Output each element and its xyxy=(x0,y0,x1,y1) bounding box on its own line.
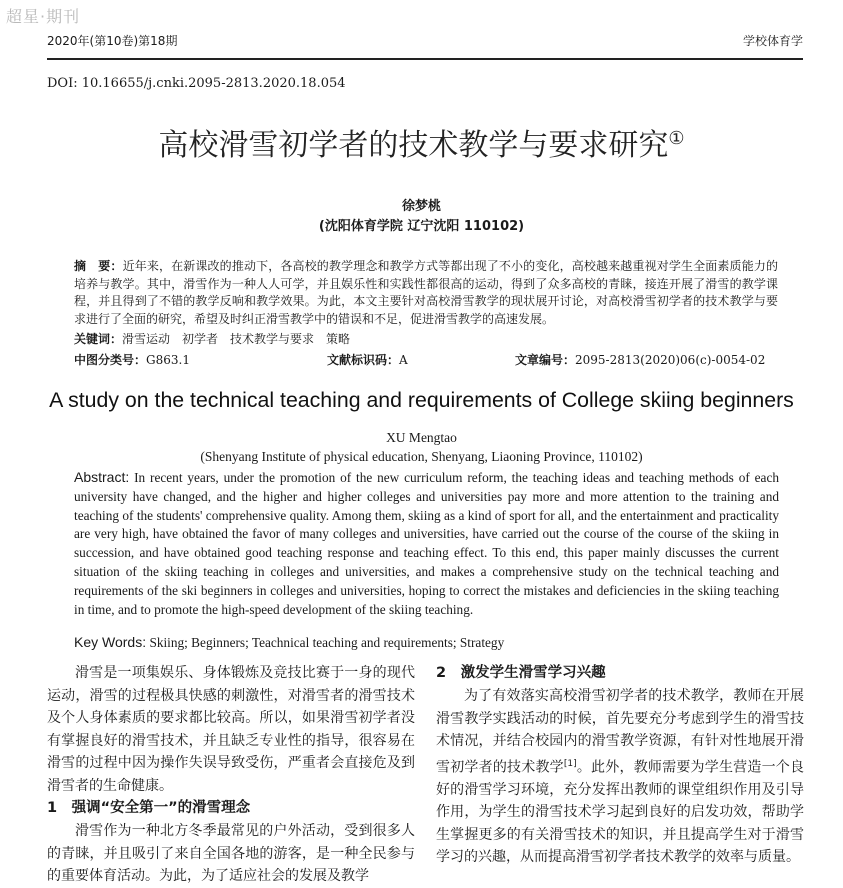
clc-label: 中图分类号： xyxy=(74,353,147,367)
english-title: A study on the technical teaching and requirements of College skiing beginners xyxy=(49,388,794,412)
citation-ref[interactable]: [1] xyxy=(563,758,577,769)
keywords-cn-text: 滑雪运动 初学者 技术教学与要求 策略 xyxy=(122,332,351,346)
body-paragraph: 滑雪作为一种北方冬季最常见的户外活动，受到很多人的青睐，并且吸引了来自全国各地的游客，是一种全民参与的重要体育活动。为此，为了适应社会的发展及教学 xyxy=(47,823,415,884)
article-number-label: 文章编号： xyxy=(515,353,576,367)
abstract-cn-text: 近年来，在新课改的推动下，各高校的教学理念和教学方式等都出现了不小的变化，高校越来越重视对学生全面素质能力的培养与教学。其中，滑雪作为一种人人可学，并且娱乐性和实践性都很高的运动，得到了众多高校的青睐，接连开展了滑雪的教学课程，并且得到了不错的教学反响和教学效果。为此，本文主要针对高校滑雪教学的现状展开讨论，对高校滑雪初学者的技术教学与要求进行了全面的研究，希望及时纠正滑雪教学中的错误和不足，促进滑雪教学的高速发展。 xyxy=(74,259,778,326)
body-left-column xyxy=(47,662,415,888)
document-code-value: A xyxy=(399,353,408,367)
english-author: XU Mengtao xyxy=(386,430,457,445)
section-heading-1: 1 强调“安全第一”的滑雪理念 xyxy=(47,800,251,816)
clc-number xyxy=(74,351,190,368)
document-code-label: 文献标识码： xyxy=(327,353,400,367)
english-affiliation: (Shenyang Institute of physical education, Shenyang, Liaoning Province, 110102) xyxy=(200,449,643,464)
section-heading-2: 2 激发学生滑雪学习兴趣 xyxy=(436,665,606,681)
keywords-en-text: Skiing; Beginners; Teachnical teaching and requirements; Strategy xyxy=(149,635,505,650)
article-number xyxy=(515,351,765,368)
abstract-en-text: In recent years, under the promotion of the new curriculum reform, the teaching ideas and teaching methods of each university have changed, and the higher and higher colleges and universities pay more and more attention to the training and teaching of the students' comprehensive quality. Among them, skiing as a kind of sport for all, and the entertainment and practicality are very high, have obtained the favor of many colleges and universities, have carried out the course of the course of the skiing in succession, and have obtained good teaching response and teaching effect. To this end, this paper mainly discusses the current situation of the skiing teaching in colleges and universities, and makes a comprehensive study on the technical teaching and requirements of the ski beginners in colleges and universities, hoping to correct the mistakes and deficiencies in the skiing teaching in time, and to promote the high-speed development of the skiing teaching. xyxy=(74,470,779,617)
paper-title: 高校滑雪初学者的技术教学与要求研究① xyxy=(158,128,685,163)
author: 徐梦桃 xyxy=(401,199,441,214)
journal-name: 学校体育学 xyxy=(742,34,803,48)
keywords-cn xyxy=(74,330,350,347)
body-text: 。此外，教师需要为学生营造一个良好的滑雪学习环境，充分发挥出教师的课堂组织作用及引导作用，为学生的滑雪技术学习起到良好的启发功效，帮助学生掌握更多的有关滑雪技术的知识，并且提高学生对于滑雪学习的兴趣，从而提高滑雪初学者技术教学的效率与质量。 xyxy=(436,759,804,866)
abstract-cn xyxy=(74,258,778,328)
abstract-cn-label: 摘 要： xyxy=(74,259,123,273)
issue-info: 2020年(第10卷)第18期 xyxy=(47,34,178,48)
body-paragraph xyxy=(436,685,804,869)
watermark: 超星·期刊 xyxy=(6,7,81,26)
body-text: 为了有效落实高校滑雪初学者的技术教学，教师在开展滑雪教学实践活动的时候，首先要充分考虑到学生的滑雪技术情况，并结合校园内的滑雪教学资源，有针对性地展开滑雪初学者的技术教学 xyxy=(436,688,804,776)
affiliation: (沈阳体育学院 辽宁沈阳 110102) xyxy=(318,219,525,234)
abstract-en-label: Abstract: xyxy=(74,469,130,485)
doi[interactable]: DOI: 10.16655/j.cnki.2095-2813.2020.18.054 xyxy=(47,76,346,91)
body-right-column xyxy=(436,662,804,869)
title-footnote-mark: ① xyxy=(668,128,685,149)
abstract-en xyxy=(74,468,779,619)
body-paragraph: 滑雪是一项集娱乐、身体锻炼及竞技比赛于一身的现代运动，滑雪的过程极具快感的刺激性，对滑雪者的滑雪技术及个人身体素质的要求都比较高。所以，如果滑雪初学者没有掌握良好的滑雪技术，并且缺乏专业性的指导，很容易在滑雪的过程中因为操作失误导致受伤，严重者会直接危及到滑雪者的生命健康。 xyxy=(47,665,415,794)
clc-value: G863.1 xyxy=(146,353,190,367)
keywords-cn-label: 关键词： xyxy=(74,332,123,346)
keywords-en-label: Key Words: xyxy=(74,634,147,650)
article-number-value: 2095-2813(2020)06(c)-0054-02 xyxy=(575,353,766,367)
keywords-en xyxy=(74,634,504,651)
document-code xyxy=(327,351,408,368)
header-rule xyxy=(47,58,803,60)
